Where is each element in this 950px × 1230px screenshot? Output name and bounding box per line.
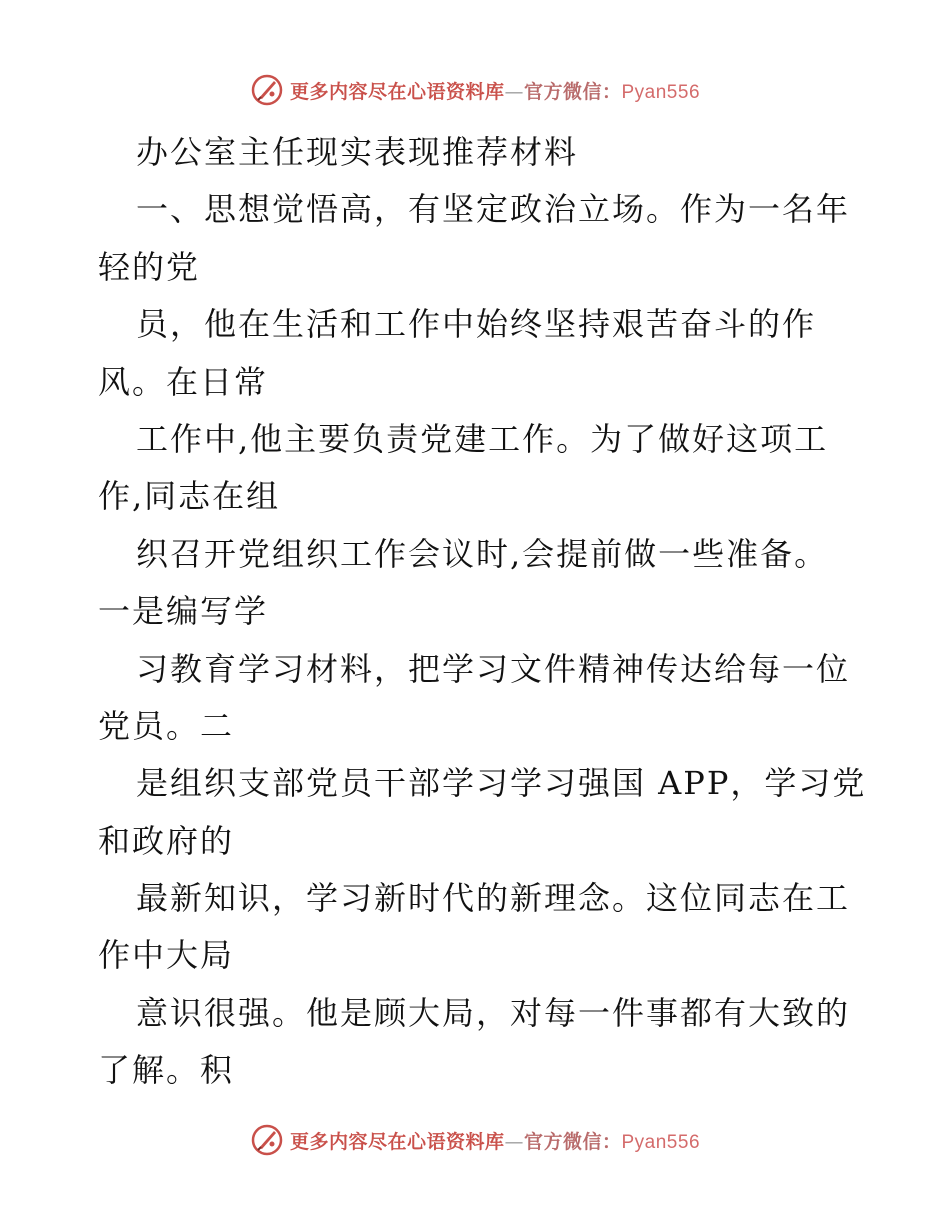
body-line: 员，他在生活和工作中始终坚持艰苦奋斗的作 <box>136 305 817 344</box>
header-banner <box>0 70 950 110</box>
banner-brand: 更多内容尽在心语资料库 <box>289 80 505 103</box>
body-line: 一、思想觉悟高，有坚定政治立场。作为一名年 <box>136 190 851 229</box>
banner-text <box>290 77 700 104</box>
body-line: 了解。积 <box>98 1051 235 1090</box>
banner-wechat-id: Pyan556 <box>621 81 701 103</box>
body-line: 作中大局 <box>98 936 235 975</box>
banner-brand: 更多内容尽在心语资料库 <box>289 1130 505 1153</box>
quill-pen-icon <box>250 1123 284 1157</box>
body-line: 最新知识，学习新时代的新理念。这位同志在工 <box>136 879 851 918</box>
banner-label: 官方微信： <box>523 80 622 103</box>
body-line: 党员。二 <box>98 706 235 745</box>
body-line: 作,同志在组 <box>98 477 281 516</box>
footer-banner <box>0 1120 950 1160</box>
document-title: 办公室主任现实表现推荐材料 <box>136 133 579 171</box>
body-line: 织召开党组织工作会议时,会提前做一些准备。 <box>136 534 829 573</box>
body-line: 和政府的 <box>98 821 235 860</box>
quill-pen-icon <box>250 73 284 107</box>
body-line: 是组织支部党员干部学习学习强国 APP，学习党 <box>136 764 867 803</box>
body-line: 一是编写学 <box>98 592 269 631</box>
banner-wechat-id: Pyan556 <box>621 1131 701 1153</box>
body-line: 工作中,他主要负责党建工作。为了做好这项工 <box>136 419 829 458</box>
banner-text <box>290 1127 700 1154</box>
document-body <box>98 124 867 1100</box>
body-line: 风。在日常 <box>98 362 269 401</box>
body-line: 轻的党 <box>98 247 201 286</box>
banner-dash: — <box>504 1130 524 1153</box>
body-line: 习教育学习材料，把学习文件精神传达给每一位 <box>136 649 851 688</box>
body-line: 意识很强。他是顾大局，对每一件事都有大致的 <box>136 993 851 1032</box>
banner-dash: — <box>504 80 524 103</box>
banner-label: 官方微信： <box>523 1130 622 1153</box>
